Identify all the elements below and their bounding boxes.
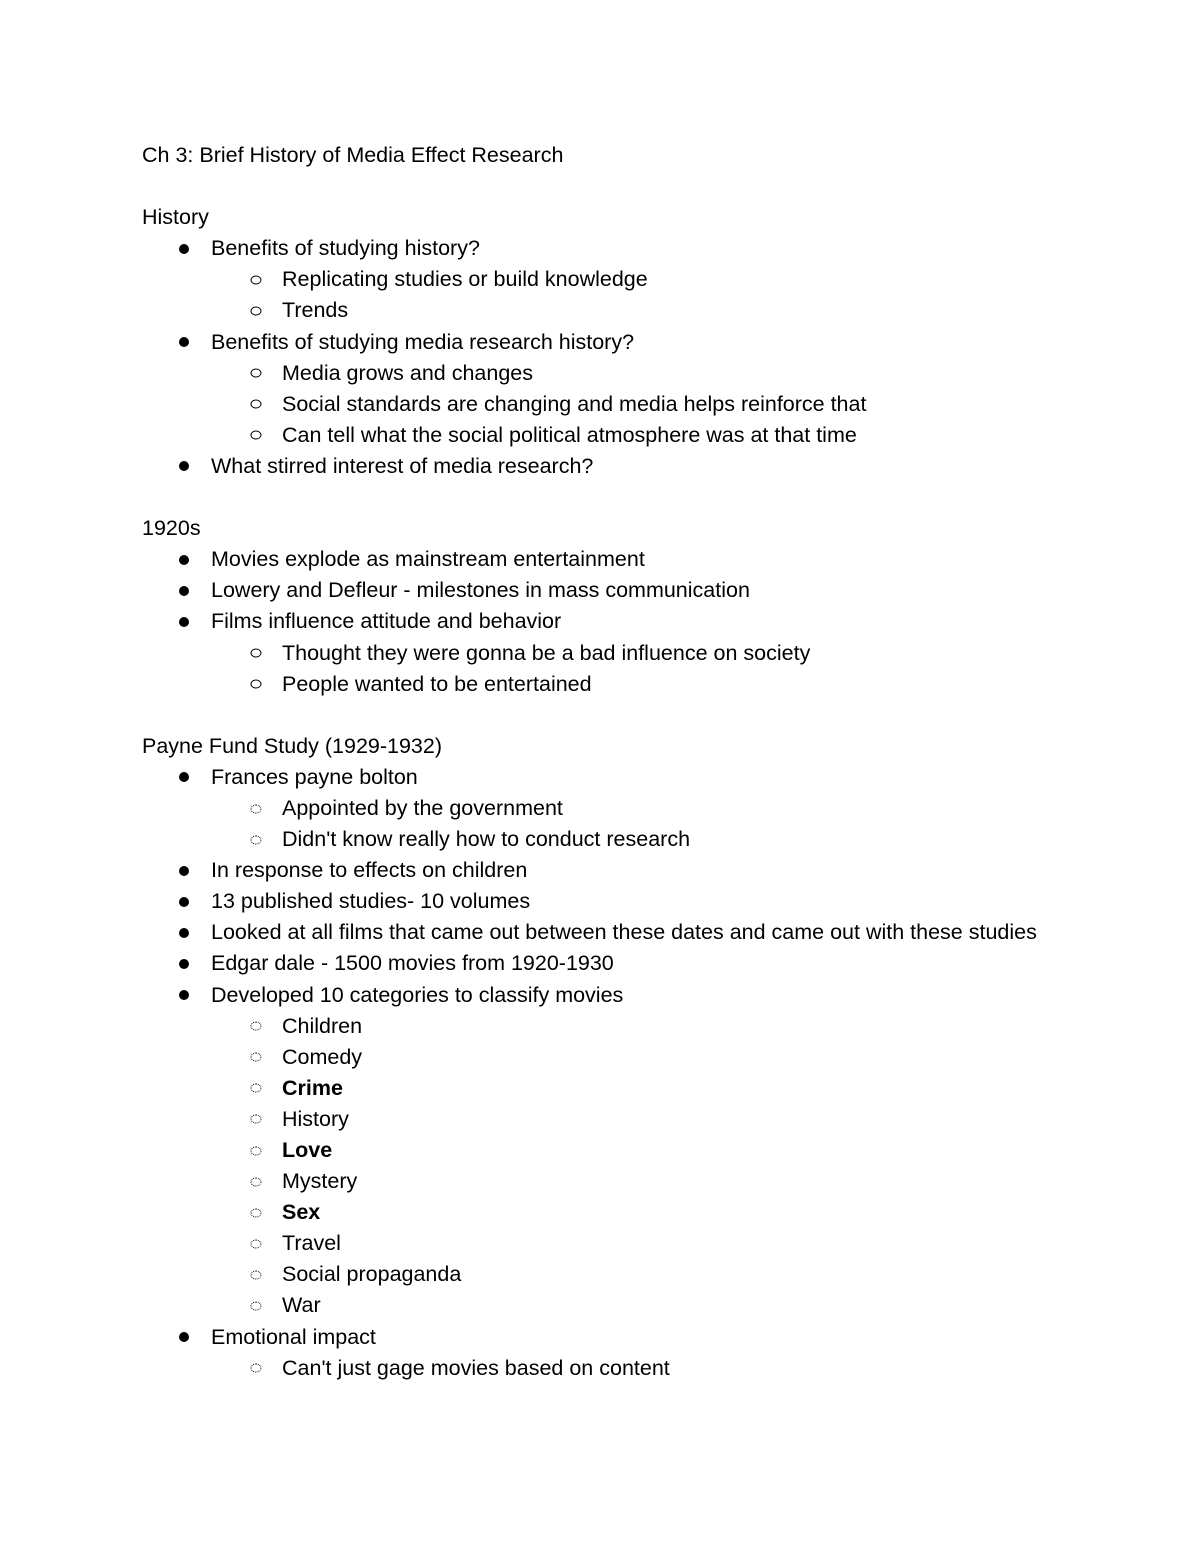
dotted-circle-bullet-icon xyxy=(251,1022,262,1031)
filled-bullet-icon xyxy=(179,555,189,565)
bullet-item: 13 published studies- 10 volumes xyxy=(142,886,1062,917)
filled-bullet-icon xyxy=(179,990,189,1000)
sub-bullet-item: War xyxy=(142,1290,1062,1321)
blank-line xyxy=(142,700,1062,731)
dotted-circle-bullet-icon xyxy=(251,1053,262,1062)
sub-bullet-item: Trends xyxy=(142,295,1062,326)
hollow-bullet-icon xyxy=(251,307,262,316)
sub-bullet-item: Crime xyxy=(142,1073,1062,1104)
hollow-bullet-icon xyxy=(251,400,262,409)
sub-bullet-item: Mystery xyxy=(142,1166,1062,1197)
bullet-item: Movies explode as mainstream entertainment xyxy=(142,544,1062,575)
sub-bullet-item: History xyxy=(142,1104,1062,1135)
sub-bullet-item: Love xyxy=(142,1135,1062,1166)
hollow-bullet-icon xyxy=(251,275,262,284)
bullet-item: Edgar dale - 1500 movies from 1920-1930 xyxy=(142,948,1062,979)
sub-bullet-item: Sex xyxy=(142,1197,1062,1228)
filled-bullet-icon xyxy=(179,1332,189,1342)
filled-bullet-icon xyxy=(179,244,189,254)
bullet-item: Films influence attitude and behavior xyxy=(142,606,1062,637)
bullet-item: What stirred interest of media research? xyxy=(142,451,1062,482)
filled-bullet-icon xyxy=(179,337,189,347)
sub-bullet-item: Replicating studies or build knowledge xyxy=(142,264,1062,295)
filled-bullet-icon xyxy=(179,772,189,782)
filled-bullet-icon xyxy=(179,461,189,471)
sub-bullet-item: People wanted to be entertained xyxy=(142,669,1062,700)
sub-bullet-item: Can't just gage movies based on content xyxy=(142,1353,1062,1384)
dotted-circle-bullet-icon xyxy=(251,1302,262,1311)
dotted-circle-bullet-icon xyxy=(251,1208,262,1217)
section-heading-history: History xyxy=(142,205,209,230)
sub-bullet-item: Media grows and changes xyxy=(142,358,1062,389)
bullet-item: Emotional impact xyxy=(142,1322,1062,1353)
sub-bullet-item: Didn't know really how to conduct research xyxy=(142,824,1062,855)
sub-bullet-item: Thought they were gonna be a bad influence on society xyxy=(142,638,1062,669)
sub-bullet-item: Comedy xyxy=(142,1042,1062,1073)
section-heading-payne-fund-study: Payne Fund Study (1929-1932) xyxy=(142,733,443,758)
document-title: Ch 3: Brief History of Media Effect Research xyxy=(142,143,564,167)
bullet-item: Frances payne bolton xyxy=(142,762,1062,793)
dotted-circle-bullet-icon xyxy=(251,1146,262,1155)
hollow-bullet-icon xyxy=(251,369,262,378)
filled-bullet-icon xyxy=(179,617,189,627)
bullet-item: Looked at all films that came out between these dates and came out with these studies xyxy=(142,917,1062,948)
dotted-circle-bullet-icon xyxy=(251,1270,262,1279)
filled-bullet-icon xyxy=(179,866,189,876)
filled-bullet-icon xyxy=(179,897,189,907)
hollow-bullet-icon xyxy=(251,649,262,658)
sub-bullet-item: Children xyxy=(142,1011,1062,1042)
dotted-circle-bullet-icon xyxy=(251,1239,262,1248)
hollow-bullet-icon xyxy=(251,680,262,689)
dotted-circle-bullet-icon xyxy=(251,1115,262,1124)
blank-line xyxy=(142,171,1062,202)
sub-bullet-item: Can tell what the social political atmosphere was at that time xyxy=(142,420,1062,451)
sub-bullet-item: Social propaganda xyxy=(142,1259,1062,1290)
bullet-item: Benefits of studying history? xyxy=(142,233,1062,264)
bullet-item: Lowery and Defleur - milestones in mass communication xyxy=(142,575,1062,606)
dotted-circle-bullet-icon xyxy=(251,804,262,813)
bullet-item: Developed 10 categories to classify movies xyxy=(142,980,1062,1011)
dotted-circle-bullet-icon xyxy=(251,835,262,844)
sub-bullet-item: Social standards are changing and media helps reinforce that xyxy=(142,389,1062,420)
bullet-item: In response to effects on children xyxy=(142,855,1062,886)
dotted-circle-bullet-icon xyxy=(251,1177,262,1186)
filled-bullet-icon xyxy=(179,928,189,938)
bullet-item: Benefits of studying media research history? xyxy=(142,327,1062,358)
sub-bullet-item: Travel xyxy=(142,1228,1062,1259)
section-heading-1920s: 1920s xyxy=(142,516,201,541)
document-body xyxy=(142,140,1062,1384)
hollow-bullet-icon xyxy=(251,431,262,440)
filled-bullet-icon xyxy=(179,959,189,969)
dotted-circle-bullet-icon xyxy=(251,1084,262,1093)
filled-bullet-icon xyxy=(179,586,189,596)
dotted-circle-bullet-icon xyxy=(251,1364,262,1373)
blank-line xyxy=(142,482,1062,513)
sub-bullet-item: Appointed by the government xyxy=(142,793,1062,824)
